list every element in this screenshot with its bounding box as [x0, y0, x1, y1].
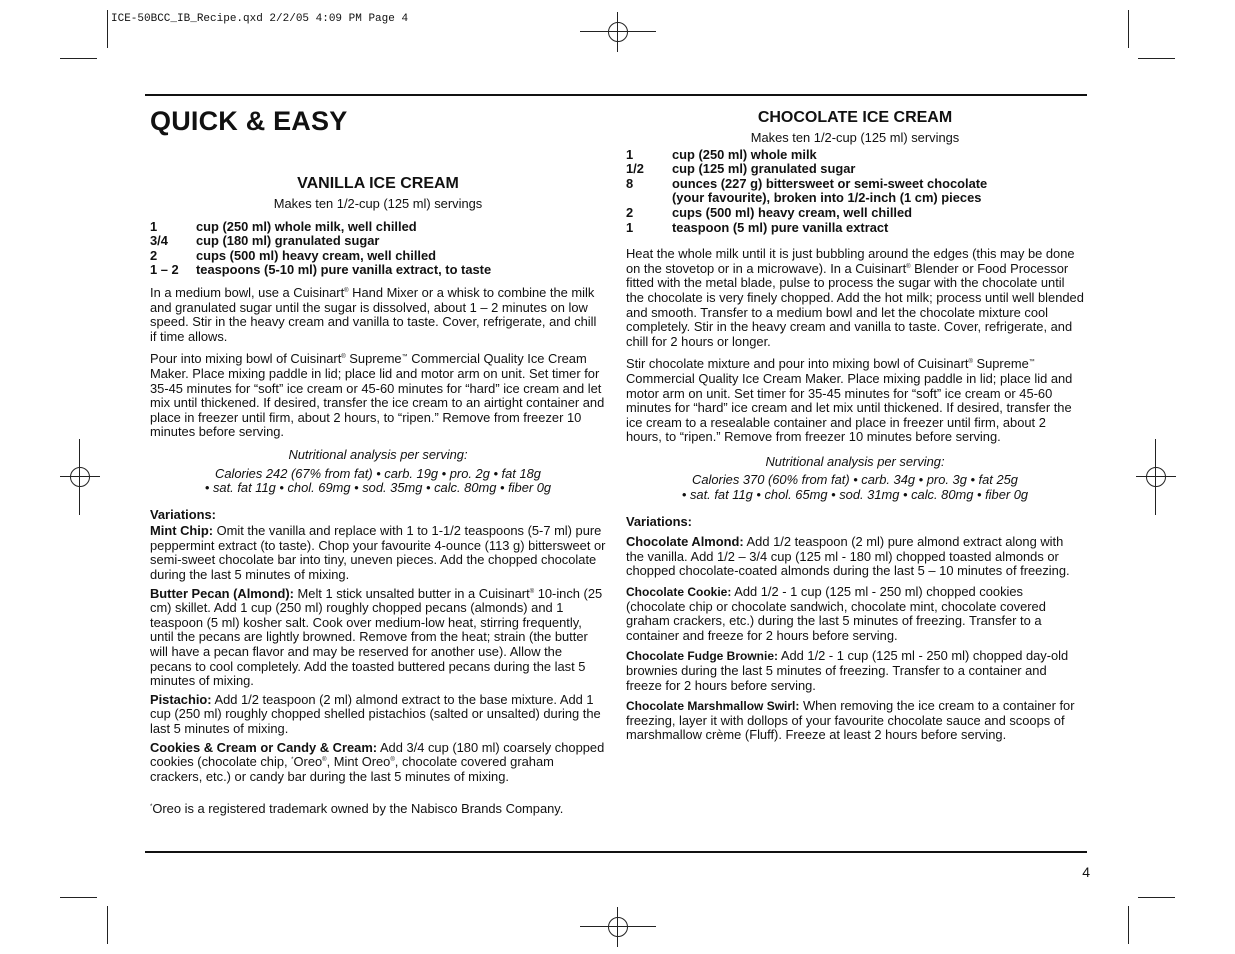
- crop-mark: [60, 897, 97, 898]
- chocolate-variations-label: Variations:: [626, 513, 692, 529]
- chocolate-recipe: [626, 108, 1084, 749]
- vanilla-nutrition-label: Nutritional analysis per serving:: [288, 446, 468, 462]
- registration-mark-left: [60, 439, 100, 515]
- ingredient-text: cup (125 ml) granulated sugar: [672, 161, 856, 177]
- chocolate-method-1: Heat the whole milk until it is just bubbling around the edges (this may be done on the stovetop or in a microwave). In a Cuisinart® Blender or Food Processor fitted with the metal blade, pulse to process the sugar with the chocolate until the chocolate is very finely chopped. Add the hot milk; process until well blended and smooth. Transfer to a medium bowl and let the chocolate mixture cool completely. Stir in the heavy cream and vanilla to taste. Cover, refrigerate, and chill for 2 hours or longer.: [626, 246, 1084, 349]
- trademark-footnote: *Oreo is a registered trademark owned by the Nabisco Brands Company.: [150, 801, 564, 817]
- ingredient-qty: 1: [626, 219, 634, 235]
- ingredient-row: [150, 249, 606, 264]
- variation-mint-chip: Mint Chip: Omit the vanilla and replace with 1 to 1-1/2 teaspoons (5-7 ml) pure peppermint extract (to taste). Chop your favourite 4-ounce (113 g) bittersweet or semi-sweet chocolate bar into tiny, uneven pieces. Add the chopped chocolate during the last 5 minutes of mixing.: [150, 523, 606, 583]
- vanilla-nutrition: Calories 242 (67% from fat) • carb. 19g • pro. 2g • fat 18g • sat. fat 11g • chol. 69mg • sod. 35mg • calc. 80mg • fiber 0g: [204, 465, 552, 496]
- vanilla-variations-label: Variations:: [150, 506, 216, 522]
- variation-butter-pecan: Butter Pecan (Almond): Melt 1 stick unsalted butter in a Cuisinart® 10-inch (25 cm) skillet. Add 1 cup (250 ml) roughly chopped pecans (almonds) and 1 teaspoon (5 ml) kosher salt. Cook over medium-low heat, stirring frequently, until the pecans are lightly browned. Remove from the heat; strain (the butter will have a pecan flavor and may be reserved for another use). Allow the pecans to cool completely. Add the toasted buttered pecans during the last 5 minutes of mixing.: [150, 585, 603, 689]
- variation-pistachio: Pistachio: Add 1/2 teaspoon (2 ml) almond extract to the base mixture. Add 1 cup (250 ml) roughly chopped shelled pistachios (salted or unsalted) during the last 5 minutes of mixing.: [150, 691, 601, 736]
- crop-mark: [1128, 10, 1129, 48]
- ingredient-qty: 1: [626, 146, 634, 162]
- ingredient-text: cup (250 ml) whole milk, well chilled: [196, 218, 417, 234]
- chocolate-yield: Makes ten 1/2-cup (125 ml) servings: [750, 130, 960, 145]
- ingredient-row: [150, 263, 606, 278]
- vanilla-ingredients: [150, 220, 606, 278]
- page-number: 4: [1082, 864, 1090, 880]
- ingredient-row: [626, 206, 1084, 221]
- vanilla-title: VANILLA ICE CREAM: [297, 175, 459, 192]
- ingredient-qty: 1: [150, 218, 158, 234]
- variation-cookies-cream: Cookies & Cream or Candy & Cream: Add 3/4 cup (180 ml) coarsely chopped cookies (chocolate chip, *Oreo®, Mint Oreo®, chocolate covered graham crackers, etc.) or candy bar during the last 5 minutes of mixing.: [150, 739, 605, 784]
- ingredient-qty: 1/2: [626, 161, 644, 177]
- vanilla-recipe: [150, 174, 606, 817]
- ingredient-text: teaspoon (5 ml) pure vanilla extract: [672, 219, 889, 235]
- ingredient-text: cup (250 ml) whole milk: [672, 146, 817, 162]
- registration-mark-top: [580, 12, 656, 52]
- page-title: QUICK & EASY: [150, 106, 348, 136]
- registration-mark-bottom: [580, 907, 656, 947]
- ingredient-row: [626, 177, 1084, 206]
- bottom-rule: [145, 851, 1087, 853]
- ingredient-qty: 3/4: [150, 233, 168, 249]
- ingredient-text: ounces (227 g) bittersweet or semi-sweet chocolate (your favourite), broken into 1/2-inch (1 cm) pieces: [672, 175, 988, 206]
- ingredient-text: cups (500 ml) heavy cream, well chilled: [672, 204, 913, 220]
- ingredient-row: [150, 220, 606, 235]
- variation-chocolate-almond: Chocolate Almond: Add 1/2 teaspoon (2 ml) pure almond extract along with the vanilla. Add 1/2 – 3/4 cup (125 ml - 180 ml) chopped toasted almonds or chopped chocolate-coated almonds during the last 5 – 10 minutes of freezing.: [626, 534, 1070, 579]
- ingredient-qty: 2: [626, 204, 634, 220]
- top-rule: [145, 94, 1087, 96]
- chocolate-ingredients: [626, 148, 1084, 236]
- chocolate-title: CHOCOLATE ICE CREAM: [757, 109, 953, 126]
- file-slug: ICE-50BCC_IB_Recipe.qxd 2/2/05 4:09 PM Page 4: [111, 13, 409, 25]
- variation-chocolate-cookie: Chocolate Cookie: Add 1/2 - 1 cup (125 ml - 250 ml) chopped cookies (chocolate chip or chocolate sandwich, chocolate mint, chocolate covered graham crackers, etc.) during the last 5 minutes of freezing. Transfer to a container and freeze for 2 hours before serving.: [626, 584, 1046, 643]
- registration-mark-right: [1136, 439, 1176, 515]
- crop-mark: [1138, 897, 1175, 898]
- crop-mark: [1128, 906, 1129, 944]
- ingredient-text: teaspoons (5-10 ml) pure vanilla extract, to taste: [196, 262, 492, 278]
- chocolate-nutrition-label: Nutritional analysis per serving:: [765, 453, 945, 469]
- variation-chocolate-marshmallow-swirl: Chocolate Marshmallow Swirl: When removing the ice cream to a container for freezing, layer it with dollops of your favourite chocolate sauce and scoops of marshmallow crème (Fluff). Freeze at least 2 hours before serving.: [626, 698, 1075, 743]
- ingredient-qty: 2: [150, 247, 158, 263]
- ingredient-text: cups (500 ml) heavy cream, well chilled: [196, 247, 437, 263]
- ingredient-row: [626, 221, 1084, 236]
- crop-mark: [107, 906, 108, 944]
- vanilla-method-1: In a medium bowl, use a Cuisinart® Hand Mixer or a whisk to combine the milk and granulated sugar until the sugar is dissolved, about 1 – 2 minutes on low speed. Stir in the heavy cream and vanilla to taste. Cover, refrigerate, and chill if time allows.: [150, 284, 597, 344]
- ingredient-row: [626, 148, 1084, 163]
- ingredient-row: [150, 234, 606, 249]
- vanilla-yield: Makes ten 1/2-cup (125 ml) servings: [273, 196, 483, 211]
- ingredient-qty: 8: [626, 175, 634, 191]
- crop-mark: [1138, 58, 1175, 59]
- ingredient-qty: 1 – 2: [150, 262, 179, 278]
- chocolate-method-2: Stir chocolate mixture and pour into mixing bowl of Cuisinart® Supreme™ Commercial Quality Ice Cream Maker. Place mixing paddle in lid; place lid and motor arm on unit. Set timer for 35-45 minutes for “soft” ice cream or 45-60 minutes for “hard” ice cream and let mix until thickened. If desired, transfer the ice cream to a resealable container and place in freezer until firm, about 2 hours, to “ripen.” Remove from freezer 10 minutes before serving.: [626, 356, 1073, 445]
- crop-mark: [60, 58, 97, 59]
- ingredient-text: cup (180 ml) granulated sugar: [196, 233, 380, 249]
- chocolate-nutrition: Calories 370 (60% from fat) • carb. 34g • pro. 3g • fat 25g • sat. fat 11g • chol. 65mg • sod. 31mg • calc. 80mg • fiber 0g: [681, 472, 1029, 503]
- variation-chocolate-fudge-brownie: Chocolate Fudge Brownie: Add 1/2 - 1 cup (125 ml - 250 ml) chopped day-old brownies during the last 5 minutes of freezing. Transfer to a container and freeze for 2 hours before serving.: [626, 648, 1069, 693]
- ingredient-row: [626, 162, 1084, 177]
- vanilla-method-2: Pour into mixing bowl of Cuisinart® Supreme™ Commercial Quality Ice Cream Maker. Place mixing paddle in lid; place lid and motor arm on unit. Set timer for 35-45 minutes for “soft” ice cream or 45-60 minutes for “hard” ice cream and let mix until thickened. If desired, transfer the ice cream to an airtight container and place in freezer until firm, about 2 hours, to “ripen.” Remove from freezer 10 minutes before serving.: [150, 351, 605, 440]
- crop-mark: [107, 10, 108, 48]
